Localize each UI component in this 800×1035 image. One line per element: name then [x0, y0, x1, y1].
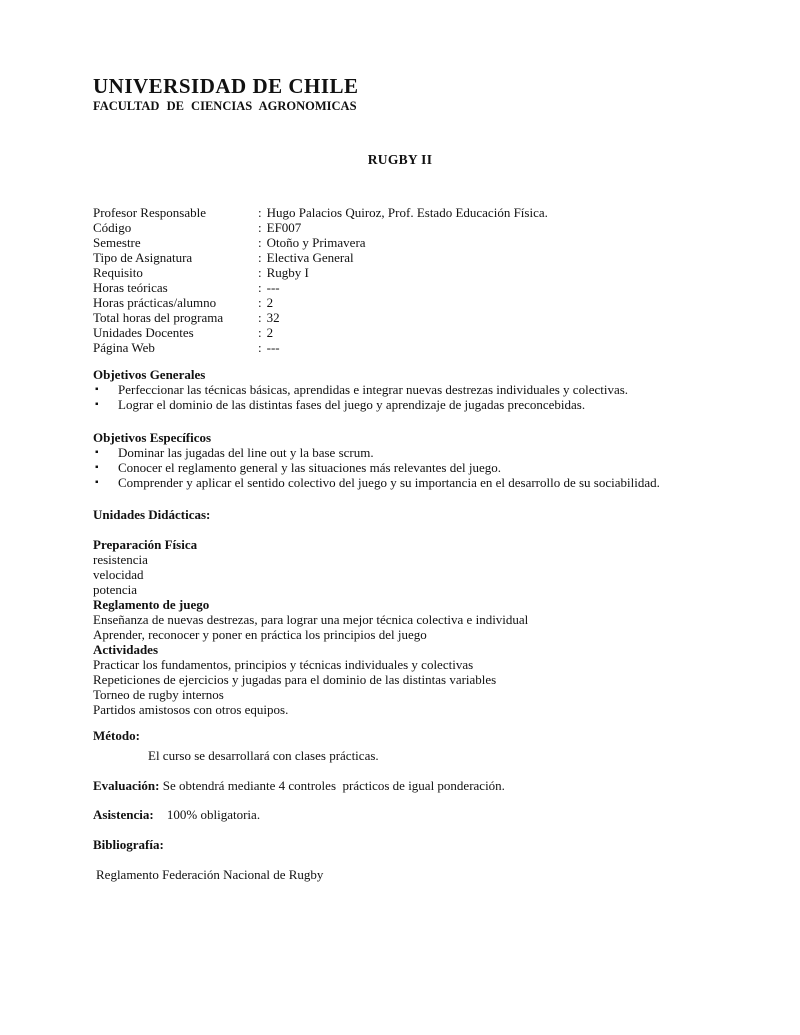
unit-line: velocidad: [93, 567, 144, 582]
info-colon: :: [258, 265, 262, 280]
info-value: ---: [266, 280, 280, 295]
section-heading-unidades-didacticas: Unidades Didácticas:: [93, 507, 211, 522]
objective-text: Dominar las jugadas del line out y la base scrum.: [118, 445, 374, 460]
section-heading-bibliografia: Bibliografía:: [93, 837, 164, 852]
bullet-icon: ▪: [95, 384, 99, 395]
course-info-table: [93, 205, 760, 355]
table-row: [93, 220, 760, 235]
bullet-icon: ▪: [95, 447, 99, 458]
section-metodo: [93, 728, 760, 763]
table-row: [93, 250, 760, 265]
section-evaluacion: [93, 778, 760, 793]
info-colon: :: [258, 220, 262, 235]
info-label: Página Web: [93, 340, 155, 355]
info-value: Electiva General: [266, 250, 354, 265]
bibliography-entry: Reglamento Federación Nacional de Rugby: [96, 867, 324, 882]
section-bibliografia: [93, 837, 760, 882]
info-value: 32: [266, 310, 280, 325]
list-item: [93, 460, 760, 475]
bullet-icon: ▪: [95, 399, 99, 410]
info-label: Total horas del programa: [93, 310, 224, 325]
info-value: Otoño y Primavera: [266, 235, 366, 250]
unit-title: Preparación Física: [93, 537, 198, 552]
section-asistencia: [93, 807, 760, 822]
list-item: [93, 397, 760, 412]
list-item: [93, 475, 760, 490]
asistencia-text: 100% obligatoria.: [166, 807, 261, 822]
unit-line: potencia: [93, 582, 138, 597]
faculty-name: FACULTAD DE CIENCIAS AGRONOMICAS: [93, 99, 357, 113]
info-colon: :: [258, 325, 262, 340]
bullet-icon: ▪: [95, 477, 99, 488]
info-label: Horas prácticas/alumno: [93, 295, 217, 310]
metodo-text: El curso se desarrollará con clases prácticas.: [148, 748, 379, 763]
unit-title: Actividades: [93, 642, 158, 657]
unit-reglamento-de-juego: [93, 597, 760, 642]
section-heading-objetivos-especificos: Objetivos Específicos: [93, 430, 212, 445]
list-item: [93, 382, 760, 397]
info-value: 2: [266, 325, 274, 340]
table-row: [93, 325, 760, 340]
unit-line: Torneo de rugby internos: [93, 687, 224, 702]
info-label: Código: [93, 220, 132, 235]
table-row: [93, 310, 760, 325]
unit-actividades: [93, 642, 760, 717]
table-row: [93, 235, 760, 250]
info-colon: :: [258, 250, 262, 265]
letterhead: [93, 73, 760, 114]
objective-text: Conocer el reglamento general y las situaciones más relevantes del juego.: [118, 460, 501, 475]
info-value: EF007: [266, 220, 302, 235]
unit-line: Practicar los fundamentos, principios y técnicas individuales y colectivas: [93, 657, 474, 672]
section-unidades-didacticas: [93, 507, 760, 717]
objective-text: Comprender y aplicar el sentido colectivo del juego y su importancia en el desarrollo de su sociabilidad.: [118, 475, 660, 490]
unit-title: Reglamento de juego: [93, 597, 210, 612]
objective-text: Lograr el dominio de las distintas fases del juego y aprendizaje de jugadas preconcebidas.: [118, 397, 586, 412]
bullet-icon: ▪: [95, 462, 99, 473]
list-item: [93, 445, 760, 460]
section-objetivos-especificos: [93, 430, 760, 490]
course-title: RUGBY II: [367, 152, 433, 167]
info-colon: :: [258, 340, 262, 355]
info-label: Horas teóricas: [93, 280, 168, 295]
table-row: [93, 340, 760, 355]
evaluacion-text: Se obtendrá mediante 4 controles prácticos de igual ponderación.: [162, 778, 505, 793]
table-row: [93, 265, 760, 280]
unit-line: resistencia: [93, 552, 148, 567]
objective-text: Perfeccionar las técnicas básicas, aprendidas e integrar nuevas destrezas individuales y colectivas.: [118, 382, 629, 397]
info-value: ---: [266, 340, 280, 355]
info-value: Rugby I: [266, 265, 309, 280]
section-heading-asistencia: Asistencia:: [93, 807, 154, 822]
info-colon: :: [258, 205, 262, 220]
info-value: Hugo Palacios Quiroz, Prof. Estado Educación Física.: [266, 205, 548, 220]
unit-line: Repeticiones de ejercicios y jugadas para el dominio de las distintas variables: [93, 672, 497, 687]
info-label: Profesor Responsable: [93, 205, 207, 220]
section-heading-objetivos-generales: Objetivos Generales: [93, 367, 206, 382]
table-row: [93, 205, 760, 220]
section-heading-metodo: Método:: [93, 728, 140, 743]
info-label: Tipo de Asignatura: [93, 250, 193, 265]
table-row: [93, 295, 760, 310]
info-label: Unidades Docentes: [93, 325, 194, 340]
info-colon: :: [258, 235, 262, 250]
section-objetivos-generales: [93, 367, 760, 412]
unit-line: Aprender, reconocer y poner en práctica los principios del juego: [93, 627, 427, 642]
unit-preparacion-fisica: [93, 537, 760, 597]
unit-line: Partidos amistosos con otros equipos.: [93, 702, 289, 717]
info-value: 2: [266, 295, 274, 310]
info-colon: :: [258, 280, 262, 295]
section-heading-evaluacion: Evaluación:: [93, 778, 160, 793]
table-row: [93, 280, 760, 295]
unit-line: Enseñanza de nuevas destrezas, para lograr una mejor técnica colectiva e individual: [93, 612, 529, 627]
university-name: UNIVERSIDAD DE CHILE: [93, 74, 359, 98]
info-label: Semestre: [93, 235, 141, 250]
info-label: Requisito: [93, 265, 143, 280]
info-colon: :: [258, 295, 262, 310]
info-colon: :: [258, 310, 262, 325]
